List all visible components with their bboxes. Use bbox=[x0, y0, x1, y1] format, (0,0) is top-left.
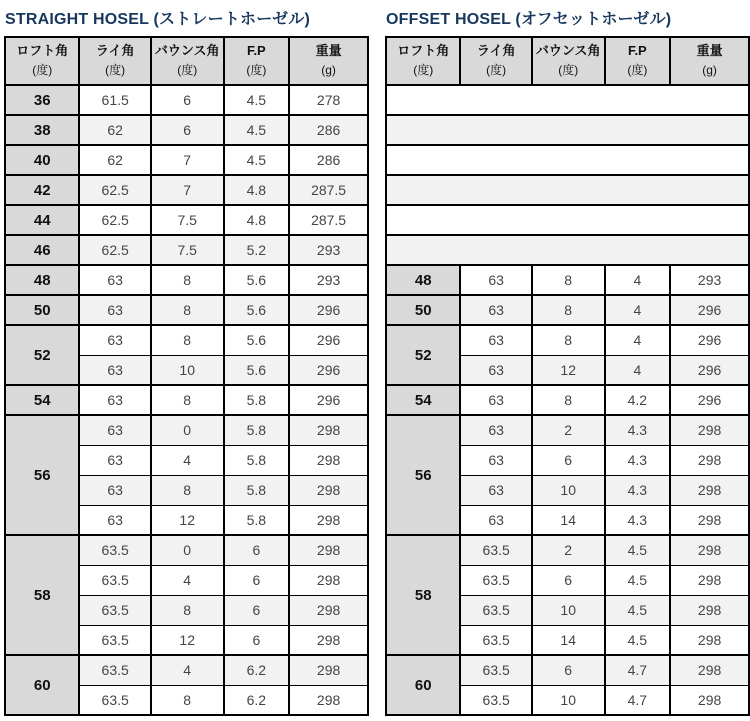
data-cell: 298 bbox=[670, 445, 749, 475]
data-cell: 4.7 bbox=[605, 655, 671, 685]
column-unit: (g) bbox=[702, 63, 717, 78]
data-cell: 4.5 bbox=[224, 145, 290, 175]
column-header bbox=[79, 37, 151, 85]
offset-hosel-title: OFFSET HOSEL (オフセットホーゼル) bbox=[386, 11, 672, 28]
table-row bbox=[5, 85, 368, 115]
data-cell: 12 bbox=[532, 355, 605, 385]
table-row bbox=[386, 265, 749, 295]
data-cell: 63.5 bbox=[79, 595, 151, 625]
data-cell: 6 bbox=[532, 445, 605, 475]
data-cell: 63.5 bbox=[460, 625, 532, 655]
data-cell: 4.5 bbox=[605, 625, 671, 655]
table-body bbox=[386, 85, 749, 715]
data-cell: 4 bbox=[151, 565, 224, 595]
table-row bbox=[5, 325, 368, 355]
data-cell: 4.3 bbox=[605, 445, 671, 475]
column-unit: (度) bbox=[413, 63, 434, 78]
data-cell: 6 bbox=[224, 535, 290, 565]
data-cell: 287.5 bbox=[289, 205, 368, 235]
empty-row bbox=[386, 85, 749, 115]
data-cell: 5.6 bbox=[224, 355, 290, 385]
data-cell: 298 bbox=[289, 565, 368, 595]
loft-cell: 60 bbox=[386, 655, 460, 715]
table-row bbox=[5, 145, 368, 175]
data-cell: 7.5 bbox=[151, 205, 224, 235]
data-cell: 298 bbox=[289, 535, 368, 565]
data-cell: 63 bbox=[460, 415, 532, 445]
data-cell: 6 bbox=[151, 115, 224, 145]
column-label: ロフト角 bbox=[16, 43, 69, 59]
data-cell: 4 bbox=[151, 445, 224, 475]
data-cell: 6 bbox=[224, 595, 290, 625]
data-cell: 12 bbox=[151, 625, 224, 655]
data-cell: 8 bbox=[532, 265, 605, 295]
table-row bbox=[386, 535, 749, 565]
data-cell: 8 bbox=[151, 685, 224, 715]
column-unit: (度) bbox=[32, 63, 53, 78]
column-header bbox=[460, 37, 532, 85]
data-cell: 296 bbox=[289, 295, 368, 325]
data-cell: 6 bbox=[224, 565, 290, 595]
loft-cell: 48 bbox=[5, 265, 79, 295]
data-cell: 4.3 bbox=[605, 505, 671, 535]
data-cell: 296 bbox=[670, 385, 749, 415]
column-header bbox=[386, 37, 460, 85]
data-cell: 5.8 bbox=[224, 475, 290, 505]
empty-cell bbox=[386, 145, 749, 175]
data-cell: 296 bbox=[289, 355, 368, 385]
data-cell: 0 bbox=[151, 535, 224, 565]
data-cell: 8 bbox=[532, 325, 605, 355]
data-cell: 2 bbox=[532, 415, 605, 445]
loft-cell: 52 bbox=[5, 325, 79, 385]
table-row bbox=[5, 535, 368, 565]
data-cell: 10 bbox=[532, 595, 605, 625]
data-cell: 63 bbox=[79, 385, 151, 415]
data-cell: 63 bbox=[79, 295, 151, 325]
table-row bbox=[386, 385, 749, 415]
column-unit: (度) bbox=[558, 63, 579, 78]
data-cell: 63 bbox=[460, 475, 532, 505]
data-cell: 62 bbox=[79, 115, 151, 145]
straight-hosel-panel bbox=[4, 2, 369, 721]
data-cell: 4 bbox=[605, 265, 671, 295]
data-cell: 5.8 bbox=[224, 445, 290, 475]
data-cell: 5.8 bbox=[224, 505, 290, 535]
column-header bbox=[670, 37, 749, 85]
column-unit: (度) bbox=[486, 63, 507, 78]
data-cell: 296 bbox=[670, 295, 749, 325]
data-cell: 6 bbox=[532, 655, 605, 685]
column-unit: (度) bbox=[177, 63, 198, 78]
data-cell: 298 bbox=[670, 505, 749, 535]
column-unit: (g) bbox=[321, 63, 336, 78]
table-row bbox=[5, 265, 368, 295]
data-cell: 7 bbox=[151, 175, 224, 205]
data-cell: 8 bbox=[532, 385, 605, 415]
data-cell: 286 bbox=[289, 145, 368, 175]
data-cell: 0 bbox=[151, 415, 224, 445]
data-cell: 293 bbox=[670, 265, 749, 295]
column-unit: (度) bbox=[105, 63, 126, 78]
data-cell: 293 bbox=[289, 265, 368, 295]
data-cell: 8 bbox=[532, 295, 605, 325]
data-cell: 6 bbox=[224, 625, 290, 655]
empty-cell bbox=[386, 115, 749, 145]
column-label: バウンス角 bbox=[154, 43, 220, 59]
loft-cell: 50 bbox=[5, 295, 79, 325]
empty-cell bbox=[386, 235, 749, 265]
table-row bbox=[5, 385, 368, 415]
data-cell: 298 bbox=[289, 655, 368, 685]
data-cell: 12 bbox=[151, 505, 224, 535]
data-cell: 63.5 bbox=[460, 685, 532, 715]
data-cell: 10 bbox=[532, 685, 605, 715]
data-cell: 298 bbox=[670, 535, 749, 565]
loft-cell: 44 bbox=[5, 205, 79, 235]
column-header bbox=[289, 37, 368, 85]
data-cell: 63.5 bbox=[79, 535, 151, 565]
data-cell: 63 bbox=[79, 265, 151, 295]
data-cell: 62.5 bbox=[79, 205, 151, 235]
data-cell: 4.3 bbox=[605, 415, 671, 445]
table-row bbox=[5, 415, 368, 445]
data-cell: 298 bbox=[289, 685, 368, 715]
data-cell: 63 bbox=[79, 505, 151, 535]
loft-cell: 48 bbox=[386, 265, 460, 295]
data-cell: 298 bbox=[670, 475, 749, 505]
loft-cell: 52 bbox=[386, 325, 460, 385]
data-cell: 63 bbox=[460, 295, 532, 325]
data-cell: 4.2 bbox=[605, 385, 671, 415]
data-cell: 298 bbox=[289, 415, 368, 445]
data-cell: 296 bbox=[289, 325, 368, 355]
data-cell: 62.5 bbox=[79, 175, 151, 205]
data-cell: 2 bbox=[532, 535, 605, 565]
column-unit: (度) bbox=[246, 63, 267, 78]
data-cell: 63.5 bbox=[79, 655, 151, 685]
loft-cell: 54 bbox=[386, 385, 460, 415]
data-cell: 63 bbox=[79, 415, 151, 445]
empty-row bbox=[386, 205, 749, 235]
data-cell: 5.8 bbox=[224, 385, 290, 415]
loft-cell: 42 bbox=[5, 175, 79, 205]
data-cell: 286 bbox=[289, 115, 368, 145]
column-label: 重量 bbox=[315, 43, 342, 59]
column-header bbox=[224, 37, 290, 85]
data-cell: 10 bbox=[532, 475, 605, 505]
data-cell: 4.3 bbox=[605, 475, 671, 505]
data-cell: 62 bbox=[79, 145, 151, 175]
data-cell: 296 bbox=[670, 355, 749, 385]
data-cell: 4.7 bbox=[605, 685, 671, 715]
table-row bbox=[386, 655, 749, 685]
data-cell: 62.5 bbox=[79, 235, 151, 265]
data-cell: 61.5 bbox=[79, 85, 151, 115]
empty-cell bbox=[386, 175, 749, 205]
loft-cell: 40 bbox=[5, 145, 79, 175]
data-cell: 298 bbox=[670, 595, 749, 625]
data-cell: 63.5 bbox=[79, 565, 151, 595]
table-row bbox=[5, 115, 368, 145]
table-body bbox=[5, 85, 368, 715]
column-header bbox=[532, 37, 605, 85]
table-row bbox=[5, 175, 368, 205]
data-cell: 4.5 bbox=[605, 535, 671, 565]
table-row bbox=[386, 325, 749, 355]
data-cell: 4 bbox=[605, 355, 671, 385]
data-cell: 6 bbox=[532, 565, 605, 595]
empty-row bbox=[386, 115, 749, 145]
data-cell: 4 bbox=[605, 325, 671, 355]
table-row bbox=[5, 655, 368, 685]
data-cell: 10 bbox=[151, 355, 224, 385]
data-cell: 4 bbox=[151, 655, 224, 685]
data-cell: 298 bbox=[670, 685, 749, 715]
table-row bbox=[386, 295, 749, 325]
table-row bbox=[386, 415, 749, 445]
data-cell: 6 bbox=[151, 85, 224, 115]
column-header bbox=[605, 37, 671, 85]
data-cell: 63.5 bbox=[460, 655, 532, 685]
data-cell: 4.5 bbox=[224, 85, 290, 115]
column-header bbox=[151, 37, 224, 85]
data-cell: 6.2 bbox=[224, 655, 290, 685]
loft-cell: 58 bbox=[386, 535, 460, 655]
data-cell: 63 bbox=[79, 445, 151, 475]
table-row bbox=[5, 235, 368, 265]
table-row bbox=[5, 205, 368, 235]
empty-cell bbox=[386, 85, 749, 115]
data-cell: 63 bbox=[79, 475, 151, 505]
loft-cell: 46 bbox=[5, 235, 79, 265]
loft-cell: 50 bbox=[386, 295, 460, 325]
loft-cell: 38 bbox=[5, 115, 79, 145]
straight-hosel-title: STRAIGHT HOSEL (ストレートホーゼル) bbox=[5, 11, 311, 28]
data-cell: 14 bbox=[532, 505, 605, 535]
column-unit: (度) bbox=[627, 63, 648, 78]
data-cell: 8 bbox=[151, 475, 224, 505]
data-cell: 4.8 bbox=[224, 175, 290, 205]
column-header bbox=[5, 37, 79, 85]
column-label: ライ角 bbox=[95, 43, 135, 59]
data-cell: 4.5 bbox=[605, 565, 671, 595]
data-cell: 4.5 bbox=[605, 595, 671, 625]
data-cell: 298 bbox=[289, 475, 368, 505]
data-cell: 63.5 bbox=[79, 625, 151, 655]
data-cell: 8 bbox=[151, 595, 224, 625]
data-cell: 287.5 bbox=[289, 175, 368, 205]
empty-cell bbox=[386, 205, 749, 235]
data-cell: 7 bbox=[151, 145, 224, 175]
data-cell: 278 bbox=[289, 85, 368, 115]
empty-row bbox=[386, 235, 749, 265]
table-row bbox=[5, 295, 368, 325]
data-cell: 63.5 bbox=[79, 685, 151, 715]
loft-cell: 56 bbox=[386, 415, 460, 535]
column-label: バウンス角 bbox=[535, 43, 601, 59]
data-cell: 63 bbox=[460, 265, 532, 295]
table-header bbox=[5, 37, 368, 85]
data-cell: 63.5 bbox=[460, 565, 532, 595]
loft-cell: 58 bbox=[5, 535, 79, 655]
data-cell: 14 bbox=[532, 625, 605, 655]
empty-row bbox=[386, 145, 749, 175]
column-label: F.P bbox=[627, 43, 647, 59]
data-cell: 63 bbox=[79, 325, 151, 355]
data-cell: 296 bbox=[289, 385, 368, 415]
column-label: ライ角 bbox=[476, 43, 516, 59]
data-cell: 6.2 bbox=[224, 685, 290, 715]
data-cell: 8 bbox=[151, 385, 224, 415]
data-cell: 298 bbox=[670, 415, 749, 445]
data-cell: 298 bbox=[289, 595, 368, 625]
data-cell: 63.5 bbox=[460, 595, 532, 625]
data-cell: 298 bbox=[289, 505, 368, 535]
data-cell: 8 bbox=[151, 325, 224, 355]
data-cell: 5.6 bbox=[224, 325, 290, 355]
data-cell: 298 bbox=[289, 445, 368, 475]
column-label: F.P bbox=[246, 43, 266, 59]
data-cell: 63 bbox=[460, 445, 532, 475]
column-label: 重量 bbox=[696, 43, 723, 59]
column-label: ロフト角 bbox=[397, 43, 450, 59]
table-header bbox=[386, 37, 749, 85]
data-cell: 298 bbox=[670, 655, 749, 685]
data-cell: 5.2 bbox=[224, 235, 290, 265]
data-cell: 8 bbox=[151, 295, 224, 325]
data-cell: 298 bbox=[670, 625, 749, 655]
data-cell: 8 bbox=[151, 265, 224, 295]
data-cell: 5.6 bbox=[224, 295, 290, 325]
data-cell: 63 bbox=[460, 505, 532, 535]
data-cell: 4 bbox=[605, 295, 671, 325]
data-cell: 7.5 bbox=[151, 235, 224, 265]
data-cell: 298 bbox=[670, 565, 749, 595]
data-cell: 4.8 bbox=[224, 205, 290, 235]
loft-cell: 60 bbox=[5, 655, 79, 715]
data-cell: 63 bbox=[460, 385, 532, 415]
offset-hosel-table bbox=[385, 36, 750, 716]
data-cell: 63 bbox=[460, 355, 532, 385]
data-cell: 63.5 bbox=[460, 535, 532, 565]
data-cell: 298 bbox=[289, 625, 368, 655]
data-cell: 4.5 bbox=[224, 115, 290, 145]
data-cell: 5.8 bbox=[224, 415, 290, 445]
data-cell: 5.6 bbox=[224, 265, 290, 295]
straight-hosel-table bbox=[4, 36, 369, 716]
data-cell: 296 bbox=[670, 325, 749, 355]
loft-cell: 36 bbox=[5, 85, 79, 115]
loft-cell: 56 bbox=[5, 415, 79, 535]
offset-hosel-panel bbox=[385, 2, 750, 721]
data-cell: 63 bbox=[460, 325, 532, 355]
data-cell: 293 bbox=[289, 235, 368, 265]
loft-cell: 54 bbox=[5, 385, 79, 415]
data-cell: 63 bbox=[79, 355, 151, 385]
empty-row bbox=[386, 175, 749, 205]
